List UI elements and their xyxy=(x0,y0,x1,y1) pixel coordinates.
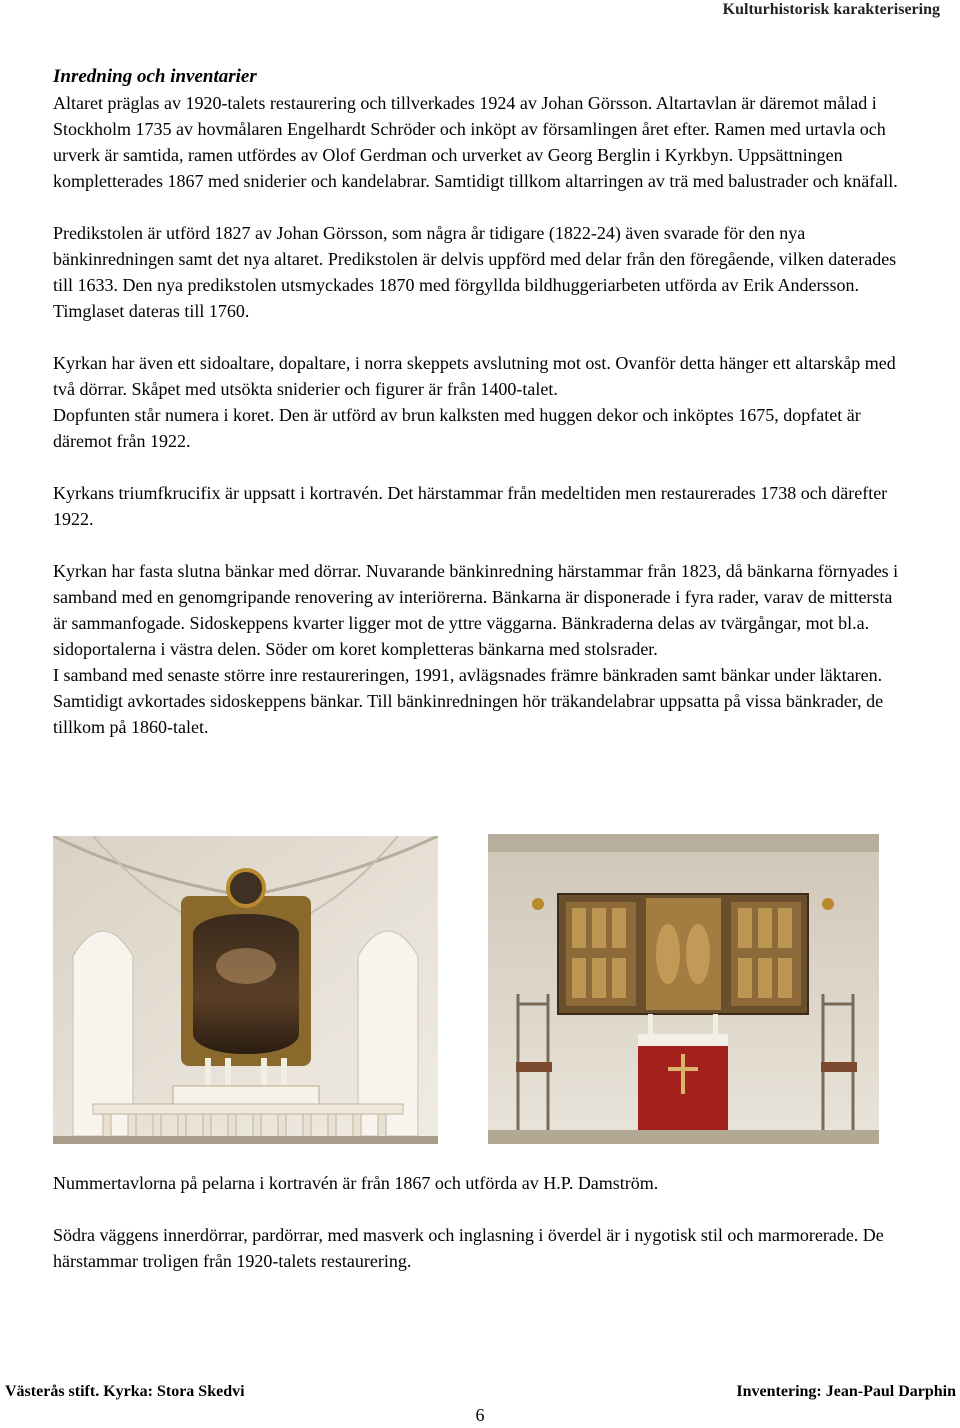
altar-photo xyxy=(53,836,438,1144)
paragraph-pulpit: Predikstolen är utförd 1827 av Johan Görsson, som några år tidigare (1822-24) även svarade för den nya bänkinredningen samt det nya altaret. Predikstolen är delvis uppförd med delar från den föregående, vilken daterades till 1633. Den nya predikstolen utsmyckades 1870 med förgyllda bildhuggeriarbeten utförda av Erik Andersson. Timglaset dateras till 1760. xyxy=(53,223,897,321)
paragraph-crucifix: Kyrkans triumfkrucifix är uppsatt i kortravén. Det härstammar från medeltiden men restaurerades 1738 och därefter 1922. xyxy=(53,483,888,529)
document-body-lower xyxy=(53,1170,903,1274)
side-altar-photo xyxy=(488,834,879,1144)
paragraph-altar: Altaret präglas av 1920-talets restaurering och tillverkades 1924 av Johan Görsson. Altartavlan är däremot målad i Stockholm 1735 av hovmålaren Engelhardt Schröder och inköpt av församlingen året efter. Ramen med urtavla och urverk är samtida, ramen utfördes av Olof Gerdman och urverket av Georg Berglin i Kyrkbyn. Uppsättningen kompletterades 1867 med sniderier och kandelabrar. Samtidigt tillkom altarringen av trä med balustrader och knäfall. xyxy=(53,93,898,191)
running-header: Kulturhistorisk karakterisering xyxy=(722,1,940,18)
footer-diocese: Västerås stift. Kyrka: Stora Skedvi xyxy=(5,1383,245,1400)
paragraph-restoration: I samband med senaste större inre restaureringen, 1991, avlägsnades främre bänkraden samt bänkar under läktaren. Samtidigt avkortades sidoskeppens bänkar. Till bänkinredningen hör träkandelabrar uppsatta på vissa bänkrader, de tillkom på 1860-talet. xyxy=(53,665,884,737)
paragraph-pews: Kyrkan har fasta slutna bänkar med dörrar. Nuvarande bänkinredning härstammar från 1823, då bänkarna förnyades i samband med en genomgripande renovering av interiörerna. Bänkarna är disponerade i fyra rader, varav de mittersta är sammanfogade. Sidoskeppens kvarter ligger mot de yttre väggarna. Bänkraderna delas av tvärgångar, mot bl.a. sidoportalerna i västra delen. Söder om koret kompletteras bänkarna med stolsrader. xyxy=(53,561,899,659)
side-altar-photo-illustration xyxy=(488,834,879,1144)
footer-inventory: Inventering: Jean-Paul Darphin xyxy=(736,1383,956,1400)
paragraph-font: Dopfunten står numera i koret. Den är utförd av brun kalksten med huggen dekor och inköptes 1675, dopfatet är däremot från 1922. xyxy=(53,405,861,451)
paragraph-number-boards: Nummertavlorna på pelarna i kortravén är från 1867 och utförda av H.P. Damström. xyxy=(53,1173,659,1193)
page-number: 6 xyxy=(475,1405,485,1425)
section-heading: Inredning och inventarier xyxy=(53,66,257,87)
altar-photo-illustration xyxy=(53,836,438,1144)
document-body xyxy=(53,64,903,740)
paragraph-side-altar: Kyrkan har även ett sidoaltare, dopaltare, i norra skeppets avslutning mot ost. Ovanför detta hänger ett altarskåp med två dörrar. Skåpet med utsökta sniderier och figurer är från 1400-talet. xyxy=(53,353,896,399)
paragraph-doors: Södra väggens innerdörrar, pardörrar, med masverk och inglasning i överdel är i nygotisk stil och marmorerade. De härstammar troligen från 1920-talets restaurering. xyxy=(53,1225,884,1271)
